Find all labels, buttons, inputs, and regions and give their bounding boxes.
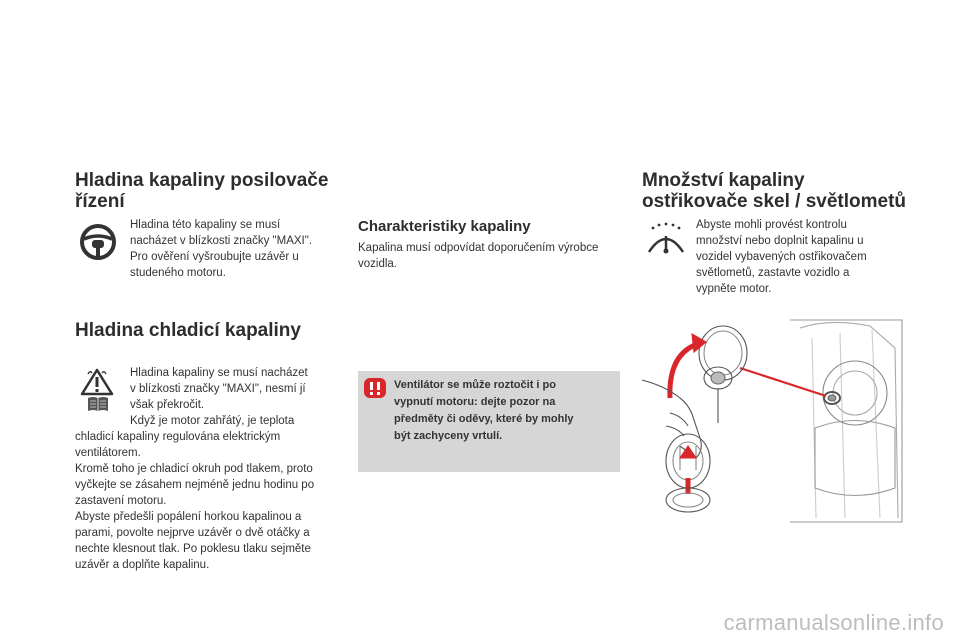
steering-section (75, 170, 345, 212)
washer-section (642, 170, 932, 212)
warning-text: Ventilátor se může roztočit i po vypnutí motoru: dejte pozor na předměty či oděvy, které by mohly být zachyceny vrtulí. (394, 379, 574, 442)
warning-box (358, 371, 620, 472)
characteristics-text: Kapalina musí odpovídat doporučením výrobce vozidla. (358, 242, 599, 270)
reservoir-cap-illustration (640, 318, 905, 523)
steering-wheel-icon (78, 222, 118, 262)
manual-book-icon (87, 396, 109, 412)
steering-title: Hladina kapaliny posilovače řízení (75, 170, 329, 212)
coolant-text-indented: Hladina kapaliny se musí nacházet v blízkosti značky "MAXI", nesmí jí však překročit. Když je motor zahřátý, je teplota (130, 367, 308, 427)
watermark: carmanualsonline.info (723, 610, 944, 635)
windscreen-washer-icon (645, 222, 687, 256)
steering-text: Hladina této kapaliny se musí nacházet v blízkosti značky "MAXI". Pro ověření vyšroubujte uzávěr u studeného motoru. (130, 219, 313, 279)
coolant-title: Hladina chladicí kapaliny (75, 320, 301, 341)
warning-triangle-icon (80, 368, 114, 396)
characteristics-title: Charakteristiky kapaliny (358, 218, 531, 235)
coolant-text-full: chladicí kapaliny regulována elektrickým ventilátorem. Kromě toho je chladicí okruh pod tlakem, proto vyčkejte se zásahem nejméně jednu hodinu po zastavení motoru. Abyste předešli popálení horkou kapalinou a parami, povolte nejprve uzávěr o dvě otáčky a nechte klesnout tlak. Po poklesu tlaku sejměte uzávěr a doplňte kapalinu. (75, 431, 315, 571)
washer-title: Množství kapaliny ostřikovače skel / světlometů (642, 170, 907, 212)
washer-text: Abyste mohli provést kontrolu množství nebo doplnit kapalinu u vozidel vybavených ostřikovačem světlometů, zastavte vozidlo a vypněte motor. (696, 219, 867, 295)
exclamation-icon (364, 378, 386, 398)
